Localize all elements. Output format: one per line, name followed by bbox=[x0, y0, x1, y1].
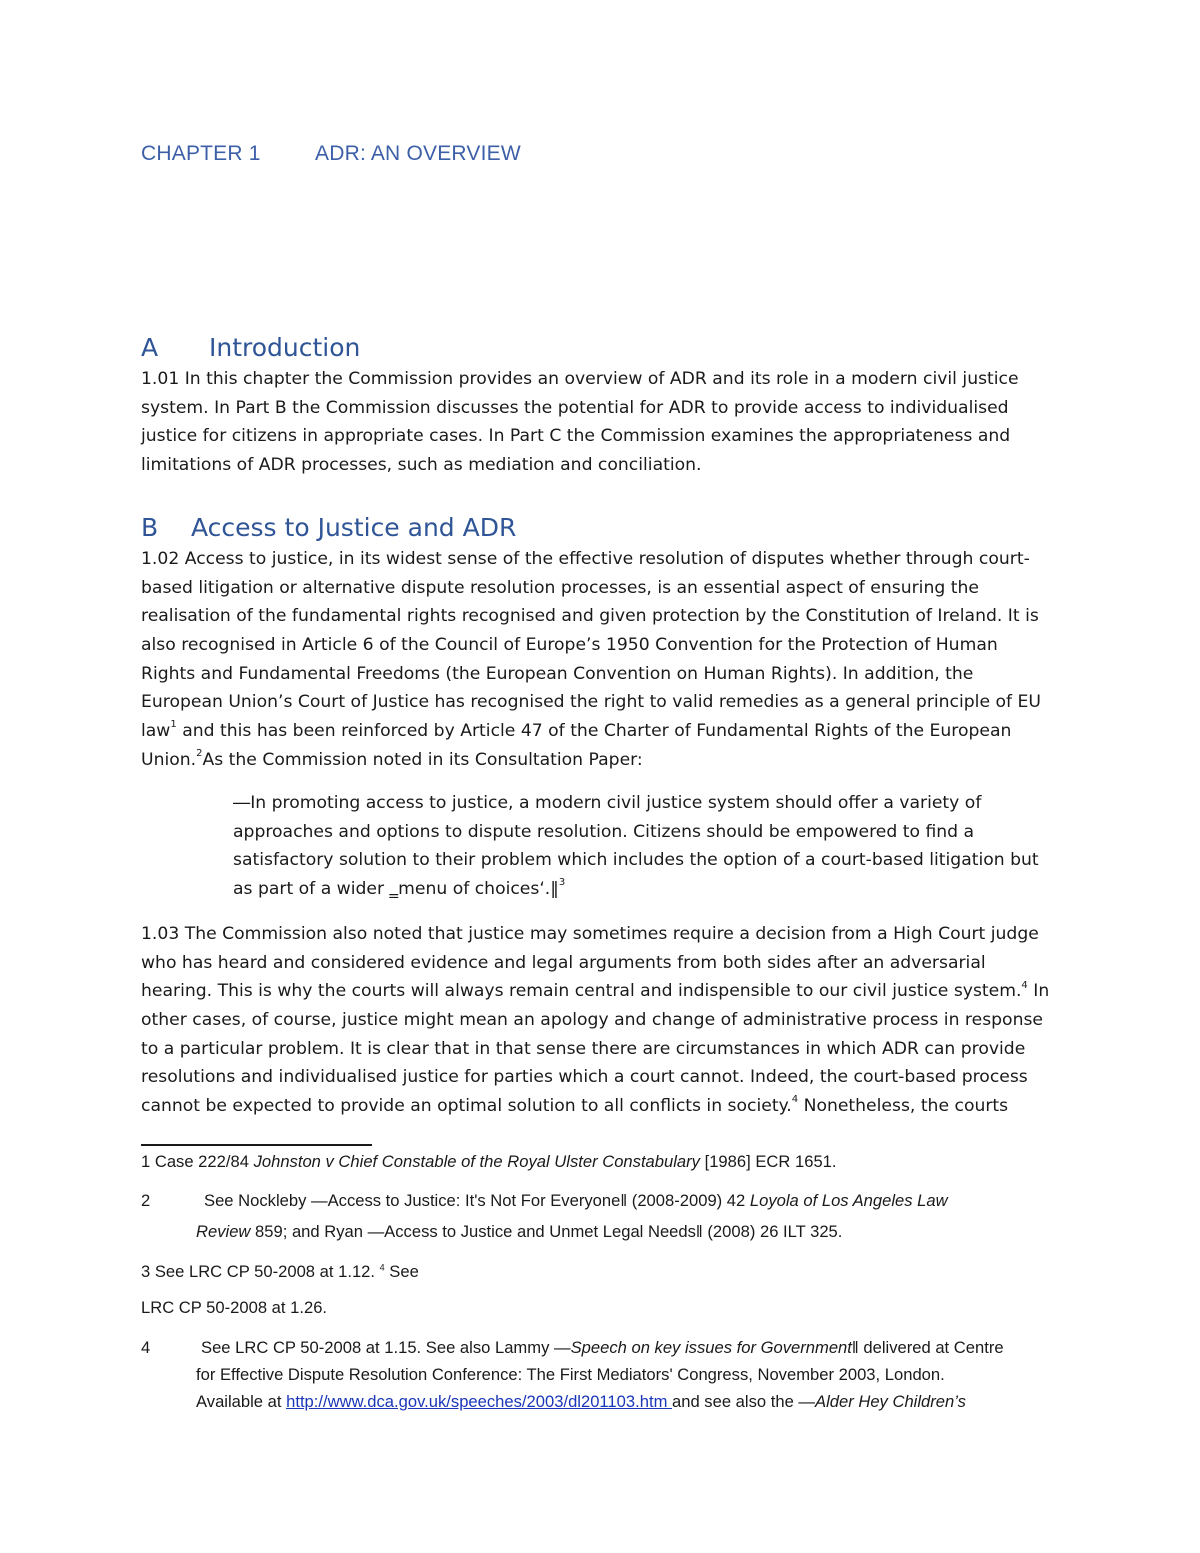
text-run: As the Commission noted in its Consultation Paper: bbox=[202, 749, 643, 770]
text-line bbox=[141, 746, 1056, 775]
paragraph-1-02 bbox=[141, 545, 1056, 775]
text-run: Union. bbox=[141, 749, 197, 770]
footnote-ref-1[interactable]: 1 bbox=[170, 719, 177, 731]
footnote-separator bbox=[141, 1144, 372, 1146]
paragraph-1-01 bbox=[141, 365, 1056, 480]
text-run: law bbox=[141, 721, 171, 742]
section-a-heading bbox=[141, 333, 361, 362]
text-line bbox=[196, 1222, 842, 1242]
footnote-2 bbox=[141, 1191, 1061, 1245]
text-run: as part of a wider ‗menu of choices‘.‖ bbox=[233, 879, 559, 900]
text-line: also recognised in Article 6 of the Council of Europe’s 1950 Convention for the Protection of Human bbox=[141, 635, 998, 656]
section-b-title: Access to Justice and ADR bbox=[191, 513, 517, 542]
text-run: hearing. This is why the courts will always remain central and indispensible to our civil justice system. bbox=[141, 981, 1022, 1002]
case-name: Johnston v Chief Constable of the Royal Ulster Constabulary bbox=[253, 1152, 700, 1171]
text-run: 1 Case 222/84 bbox=[141, 1152, 254, 1171]
footnote-ref-2[interactable]: 2 bbox=[196, 748, 203, 760]
text-line: limitations of ADR processes, such as mediation and conciliation. bbox=[141, 455, 702, 476]
text-line: justice for citizens in appropriate cases. In Part C the Commission examines the appropriateness and bbox=[141, 426, 1011, 447]
text-line bbox=[204, 1191, 948, 1211]
footnote-marker: 4 bbox=[379, 1262, 385, 1273]
text-line: other cases, of course, justice might mean an apology and change of administrative process in response bbox=[141, 1010, 1043, 1031]
footnote-3-continued: LRC CP 50-2008 at 1.26. bbox=[141, 1298, 328, 1317]
text-run: Available at bbox=[196, 1392, 287, 1411]
speech-title: Speech on key issues for Government bbox=[570, 1338, 852, 1357]
text-run: cannot be expected to provide an optimal solution to all conflicts in society. bbox=[141, 1096, 792, 1117]
block-quote bbox=[233, 789, 1063, 904]
text-line: Rights and Fundamental Freedoms (the European Convention on Human Rights). In addition, the bbox=[141, 663, 974, 684]
text-line bbox=[141, 717, 1056, 746]
text-run: 859; and Ryan ―Access to Justice and Unmet Legal Needs‖ (2008) 26 ILT 325. bbox=[250, 1222, 843, 1241]
text-run: and this has been reinforced by Article 47 of the Charter of Fundamental Rights of the European bbox=[176, 721, 1012, 742]
chapter-header bbox=[141, 142, 521, 166]
footnote-4 bbox=[141, 1338, 1061, 1418]
footnote-number: 4 bbox=[141, 1338, 151, 1357]
chapter-title: ADR: AN OVERVIEW bbox=[315, 142, 521, 165]
text-run: See Nockleby ―Access to Justice: It's Not For Everyone‖ (2008-2009) 42 bbox=[204, 1191, 750, 1210]
text-run: 3 See LRC CP 50-2008 at 1.12. bbox=[141, 1262, 376, 1281]
text-line bbox=[141, 977, 1056, 1006]
text-line: ―In promoting access to justice, a modern civil justice system should offer a variety of bbox=[233, 793, 982, 813]
text-run: In bbox=[1027, 981, 1050, 1002]
footnote-ref-3[interactable]: 3 bbox=[558, 877, 566, 889]
footnote-ref-4[interactable]: 4 bbox=[1021, 979, 1028, 991]
report-title: Alder Hey Children’s bbox=[815, 1392, 966, 1411]
text-run: See LRC CP 50-2008 at 1.15. See also Lammy ― bbox=[201, 1338, 571, 1357]
chapter-number: CHAPTER 1 bbox=[141, 142, 261, 165]
footnote-number: 2 bbox=[141, 1191, 151, 1210]
text-line: for Effective Dispute Resolution Conference: The First Mediators' Congress, November 2003, London. bbox=[196, 1365, 945, 1384]
text-line: satisfactory solution to their problem which includes the option of a court-based litigation but bbox=[233, 850, 1039, 871]
text-line bbox=[201, 1338, 1004, 1358]
text-line: system. In Part B the Commission discusses the potential for ADR to provide access to individualised bbox=[141, 397, 1009, 418]
text-line: based litigation or alternative dispute resolution processes, is an essential aspect of ensuring the bbox=[141, 577, 979, 598]
text-line: to a particular problem. It is clear that in that sense there are circumstances in which ADR can provide bbox=[141, 1038, 1026, 1059]
section-a-title: Introduction bbox=[209, 333, 361, 362]
text-line bbox=[233, 875, 1063, 904]
section-b-letter: B bbox=[141, 513, 159, 542]
text-line bbox=[196, 1392, 966, 1412]
text-line bbox=[141, 1092, 1056, 1121]
text-line: approaches and options to dispute resolution. Citizens should be empowered to find a bbox=[233, 821, 975, 842]
footnote-ref-4b[interactable]: 4 bbox=[791, 1094, 799, 1106]
text-run: See bbox=[384, 1262, 419, 1281]
section-a-letter: A bbox=[141, 333, 159, 362]
text-line: who has heard and considered evidence and legal arguments from both sides after an adversarial bbox=[141, 952, 986, 973]
journal-name: Loyola of Los Angeles Law bbox=[749, 1191, 948, 1210]
paragraph-1-03 bbox=[141, 920, 1056, 1121]
text-line: 1.01 In this chapter the Commission provides an overview of ADR and its role in a modern civil justice bbox=[141, 369, 1019, 389]
text-run: ‖ delivered at Centre bbox=[851, 1338, 1004, 1357]
journal-name: Review bbox=[196, 1222, 251, 1241]
text-run: and see also the ― bbox=[672, 1392, 815, 1411]
text-line: 1.02 Access to justice, in its widest sense of the effective resolution of disputes whether through court- bbox=[141, 549, 1030, 569]
text-line: 1.03 The Commission also noted that justice may sometimes require a decision from a High Court judge bbox=[141, 924, 1039, 944]
footnote-3 bbox=[141, 1262, 419, 1282]
text-run: [1986] ECR 1651. bbox=[699, 1152, 837, 1171]
text-line: realisation of the fundamental rights recognised and given protection by the Constitution of Ireland. It is bbox=[141, 606, 1039, 627]
text-line: resolutions and individualised justice for parties which a court cannot. Indeed, the court-based process bbox=[141, 1067, 1028, 1088]
speech-link[interactable]: http://www.dca.gov.uk/speeches/2003/dl201103.htm bbox=[286, 1392, 673, 1411]
text-line: European Union’s Court of Justice has recognised the right to valid remedies as a general principle of EU bbox=[141, 692, 1041, 713]
section-b-heading bbox=[141, 513, 517, 542]
footnote-1 bbox=[141, 1152, 837, 1172]
text-run: Nonetheless, the courts bbox=[798, 1096, 1009, 1117]
